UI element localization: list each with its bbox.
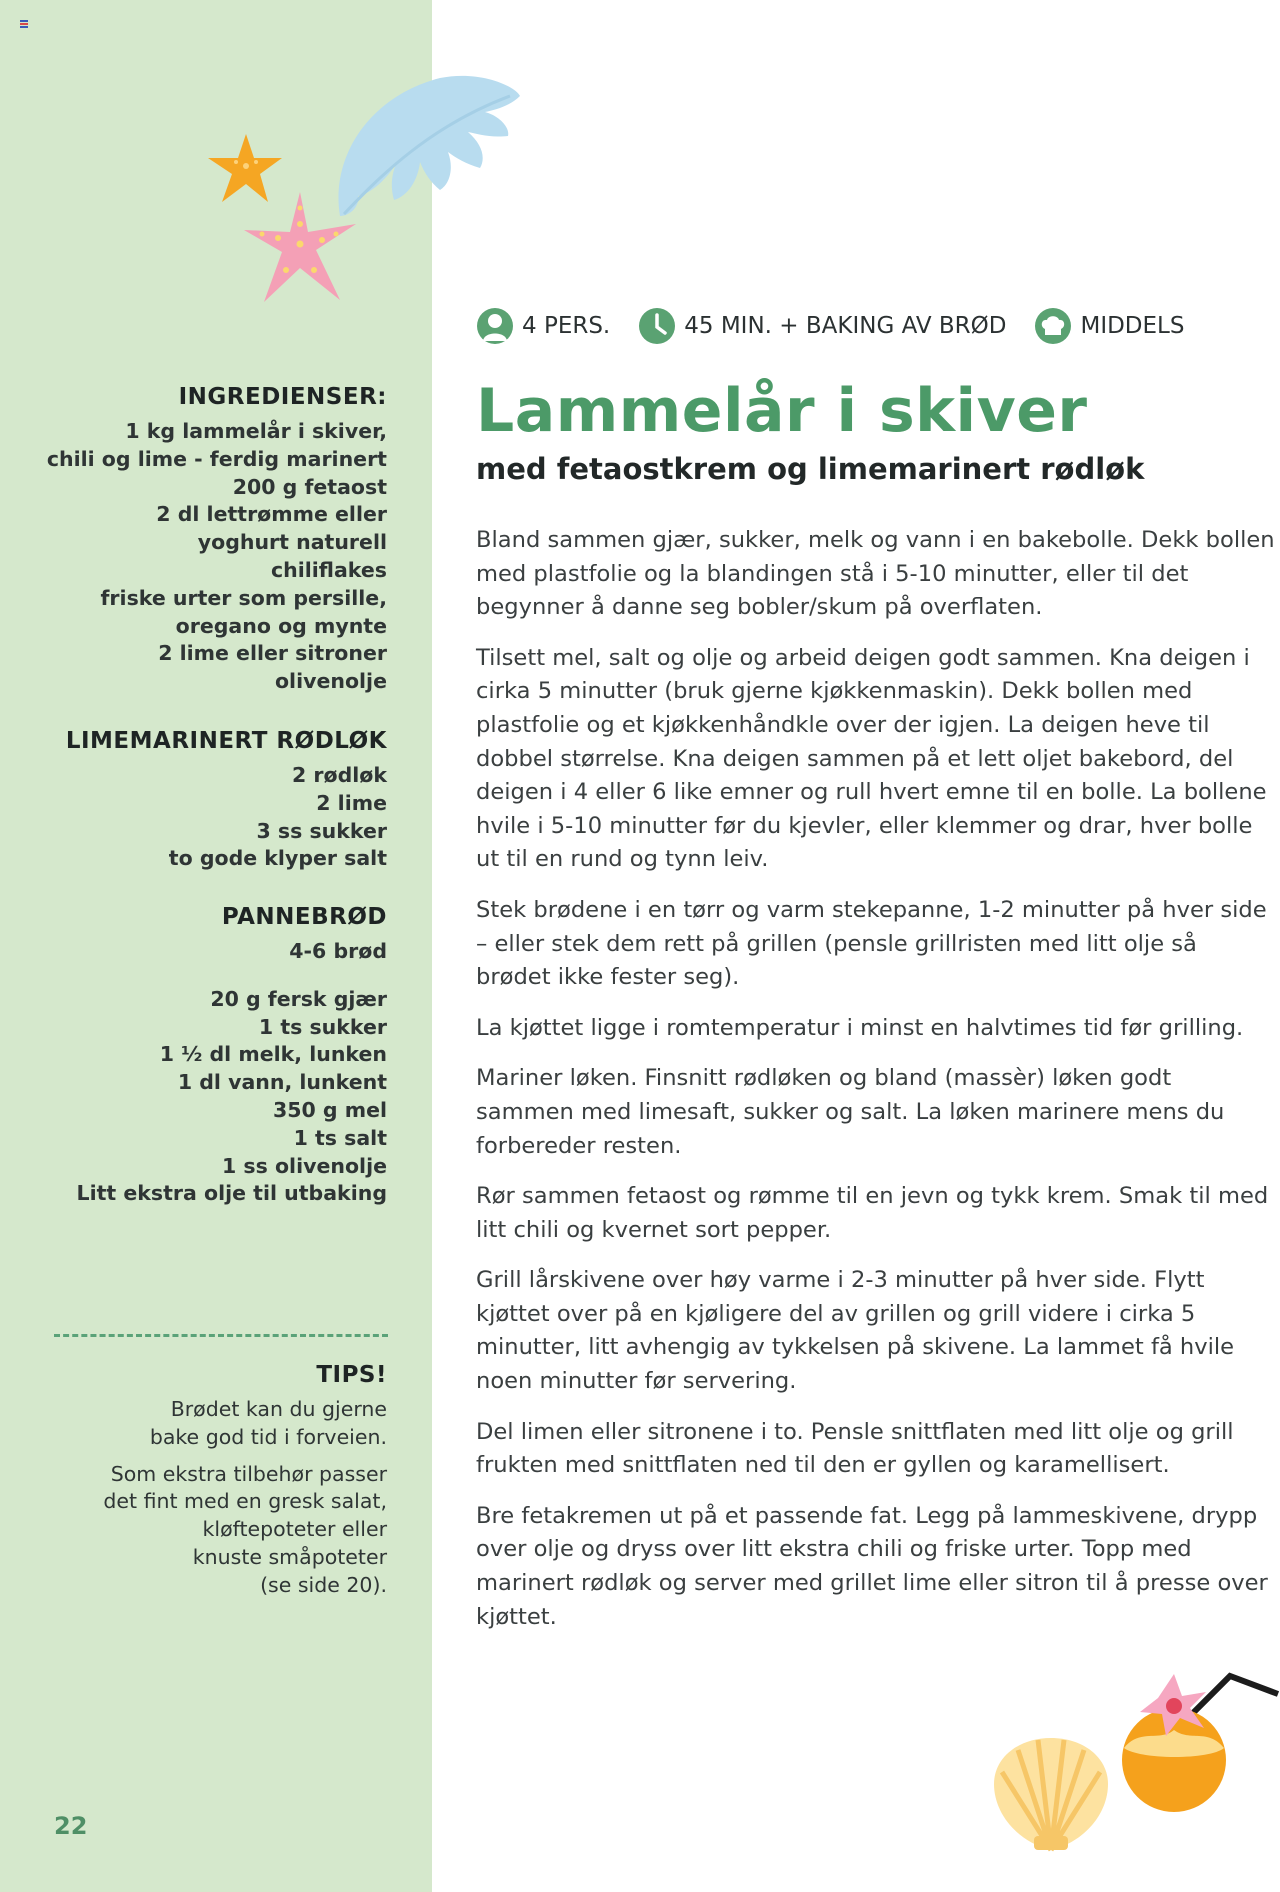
ingredient-item: 1 kg lammelår i skiver, [125, 419, 387, 443]
tips-line: bake god tid i forveien. [149, 1424, 387, 1449]
bread-section [27, 904, 387, 1208]
chef-hat-icon [1034, 307, 1072, 345]
tips-heading: TIPS! [316, 1362, 387, 1388]
step-paragraph: La kjøttet ligge i romtemperatur i minst en halvtimes tid før grilling. [476, 1014, 1244, 1041]
step-paragraph: Grill lårskivene over høy varme i 2-3 minutter på hver side. Flytt kjøttet over på en kjøligere del av grillen og grill videre i cirka 5 minutter, litt avhengig av tykkelsen på skivene. La lammet få hvile noen minutter før servering. [476, 1267, 1235, 1395]
recipe-subtitle: med fetaostkrem og limemarinert rødløk [476, 452, 1145, 486]
recipe-steps [476, 524, 1276, 1651]
ingredient-item: 1 dl vann, lunkent [177, 1070, 387, 1095]
flag-icon [20, 20, 28, 28]
step-paragraph: Del limen eller sitronene i to. Pensle snittflaten med litt olje og grill frukten med snittflaten ned til den er gyllen og karamellisert. [476, 1418, 1234, 1479]
ingredient-item: 2 rødløk [291, 763, 387, 787]
step-paragraph: Rør sammen fetaost og rømme til en jevn og tykk krem. Smak til med litt chili og kvernet sort pepper. [476, 1183, 1269, 1243]
ingredient-item: Litt ekstra olje til utbaking [76, 1181, 387, 1206]
tips-line: Brødet kan du gjerne [170, 1397, 387, 1421]
step-paragraph: Bland sammen gjær, sukker, melk og vann i en bakebolle. Dekk bollen med plastfolie og la blandingen stå i 5-10 minutter, eller til det begynner å danne seg bobler/skum på overflaten. [476, 527, 1275, 621]
ingredient-item: olivenolje [274, 669, 387, 694]
tips-line: Som ekstra tilbehør passer [110, 1461, 387, 1486]
seashell-illustration [988, 1732, 1114, 1852]
ingredient-item: 1 ts salt [293, 1125, 387, 1150]
ingredient-item: yoghurt naturell [197, 530, 387, 555]
ingredient-item: friske urter som persille, [100, 585, 387, 610]
bread-count: 4-6 brød [289, 939, 387, 963]
ingredient-item: 1 ½ dl melk, lunken [159, 1042, 387, 1067]
ingredient-item: 3 ss sukker [256, 818, 387, 843]
ingredient-item: 1 ts sukker [258, 1014, 387, 1039]
servings-meta [476, 307, 610, 345]
step-paragraph: Mariner løken. Finsnitt rødløken og bland (massèr) løken godt sammen med limesaft, sukker og salt. La løken marinere mens du forbereder resten. [476, 1065, 1225, 1159]
step-paragraph: Bre fetakremen ut på et passende fat. Legg på lammeskivene, drypp over olje og dryss over litt ekstra chili og friske urter. Topp med marinert rødløk og server med grillet lime eller sitron til å presse over kjøttet. [476, 1502, 1268, 1630]
tips-line: kløftepoteter eller [202, 1517, 387, 1542]
servings-label: 4 PERS. [522, 313, 611, 339]
tips-line: (se side 20). [260, 1572, 387, 1597]
dashed-divider [54, 1334, 388, 1337]
time-label: 45 MIN. + BAKING AV BRØD [684, 313, 1007, 339]
bread-heading: PANNEBRØD [221, 904, 387, 930]
recipe-meta [476, 306, 1184, 346]
ingredient-item: chiliflakes [270, 557, 387, 582]
onion-heading: LIMEMARINERT RØDLØK [65, 728, 387, 754]
tips-line: knuste småpoteter [192, 1544, 387, 1569]
clock-icon [638, 307, 676, 345]
recipe-title: Lammelår i skiver [476, 376, 1088, 446]
ingredient-item: 20 g fersk gjær [210, 986, 387, 1011]
ingredient-item: to gode klyper salt [168, 846, 387, 871]
tips-line: det fint med en gresk salat, [103, 1489, 387, 1514]
person-icon [476, 307, 514, 345]
step-paragraph: Stek brødene i en tørr og varm stekepanne, 1-2 minutter på hver side – eller stek dem rett på grillen (pensle grillristen med litt olje så brødet ikke fester seg). [476, 896, 1267, 991]
ingredients-heading: INGREDIENSER: [178, 384, 387, 410]
ingredient-item: 1 ss olivenolje [222, 1153, 387, 1178]
pink-starfish-illustration [240, 188, 360, 306]
onion-section [27, 728, 387, 873]
step-paragraph: Tilsett mel, salt og olje og arbeid deigen godt sammen. Kna deigen i cirka 5 minutter (bruk gjerne kjøkkenmaskin). Dekk bollen med plastfolie og et kjøkkenhåndkle over der igjen. La deigen heve til dobbel størrelse. Kna deigen sammen på et lett oljet bakebord, del deigen i 4 eller 6 like emner og rull hvert emne til en bolle. La bollene hvile i 5-10 minutter før du kjevler, eller klemmer og drar, hver bolle ut til en rund og tynn leiv. [476, 644, 1267, 873]
ingredient-item: 2 dl lettrømme eller [156, 502, 387, 527]
ingredient-item: 2 lime eller sitroner [158, 641, 387, 666]
ingredient-item: oregano og mynte [175, 613, 387, 638]
difficulty-label: MIDDELS [1080, 313, 1185, 339]
ingredient-item: chili og lime - ferdig marinert [46, 446, 387, 471]
ingredient-item: 350 g mel [272, 1097, 387, 1122]
page-number: 22 [54, 1812, 88, 1840]
ingredient-item: 200 g fetaost [232, 474, 387, 499]
coconut-drink-illustration [1110, 1656, 1280, 1816]
time-meta [638, 307, 1006, 345]
tips-section [27, 1362, 387, 1600]
ingredient-item: 2 lime [316, 790, 387, 815]
ingredients-section [27, 384, 387, 696]
difficulty-meta [1034, 307, 1184, 345]
